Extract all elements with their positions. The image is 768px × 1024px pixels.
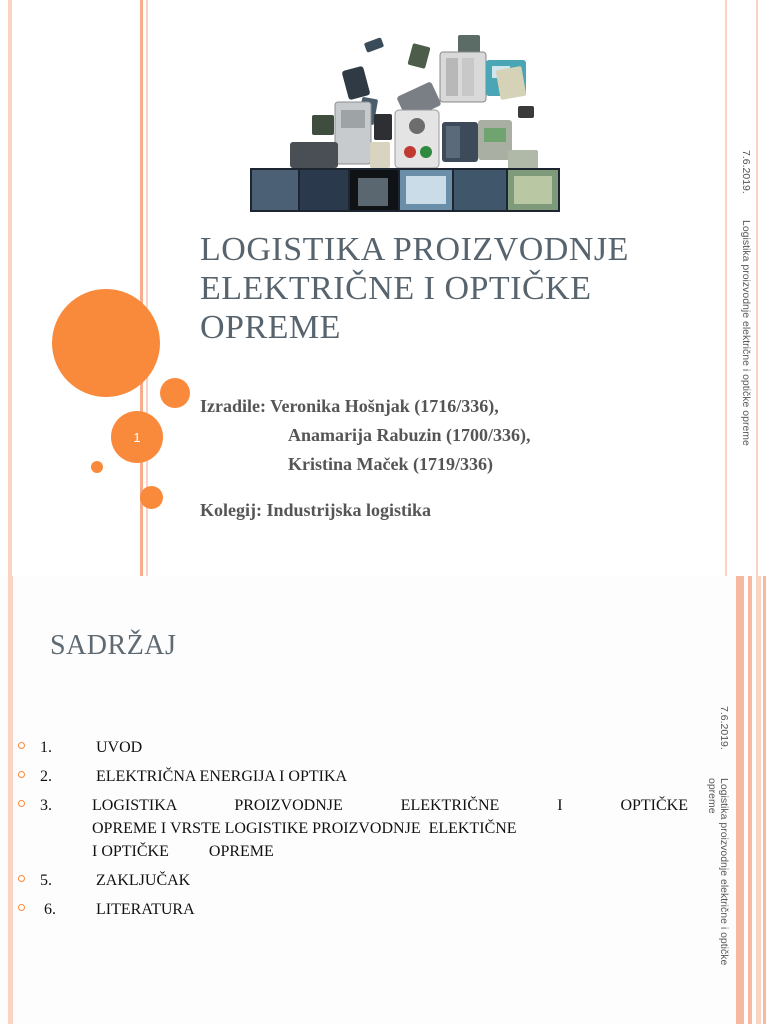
toc-number: 2.: [40, 768, 52, 785]
circle-bullet-icon: [18, 904, 25, 911]
side-subtitle: opreme: [706, 778, 718, 814]
toc-item: [18, 765, 688, 788]
circle-bullet-icon: [18, 742, 25, 749]
toc-text-line: OPREME I VRSTE LOGISTIKE PROIZVODNJE ELEKTIČNE: [92, 820, 517, 837]
decor-stripe: [725, 0, 727, 576]
contents-slide: [0, 576, 768, 1024]
decor-circle-small: [91, 461, 103, 473]
side-subtitle: Logistika proizvodnje električne i optičke opreme: [740, 220, 752, 446]
author-name: Kristina Maček (1719/336): [288, 454, 493, 474]
decor-circle-medium: [160, 378, 190, 408]
toc-text: LITERATURA: [96, 901, 195, 918]
circle-bullet-icon: [18, 771, 25, 778]
toc-text-line: LOGISTIKA PROIZVODNJE ELEKTRIČNE I OPTIČKE: [92, 797, 688, 814]
contents-title: SADRŽAJ: [50, 630, 177, 661]
toc-number: 3.: [40, 797, 52, 814]
presentation-title: [200, 230, 700, 347]
slide-number: 1: [133, 429, 141, 445]
toc-item: [18, 869, 688, 892]
toc-item: [18, 736, 688, 759]
decor-stripe: [756, 0, 758, 576]
slide-date: 7.6.2019.: [718, 706, 730, 750]
toc-text: UVOD: [96, 739, 143, 756]
decor-stripe: [756, 576, 761, 1024]
decor-circle-small: [140, 486, 163, 509]
electrical-equipment-collage-image: [250, 30, 560, 212]
decor-circle-large: [52, 289, 160, 397]
decor-stripe: [763, 576, 766, 1024]
title-line: LOGISTIKA PROIZVODNJE: [200, 231, 629, 268]
title-line: OPREME: [200, 309, 341, 346]
toc-text: ZAKLJUČAK: [96, 872, 191, 889]
toc-number: 5.: [40, 872, 52, 889]
decor-stripe: [736, 576, 744, 1024]
toc-item: [18, 794, 688, 863]
authors-block: [200, 392, 620, 479]
toc-number: 6.: [40, 901, 56, 918]
course-line: [200, 500, 431, 521]
decor-stripe: [8, 0, 12, 576]
title-line: ELEKTRIČNE I OPTIČKE: [200, 270, 592, 307]
toc-text: ELEKTRIČNA ENERGIJA I OPTIKA: [96, 768, 348, 785]
toc-item: [18, 898, 688, 921]
decor-stripe: [748, 576, 752, 1024]
side-subtitle: Logistika proizvodnje električne i optičke: [718, 778, 730, 966]
course-label: Kolegij:: [200, 500, 262, 520]
course-name: Industrijska logistika: [266, 500, 432, 520]
circle-bullet-icon: [18, 875, 25, 882]
author-name: Veronika Hošnjak (1716/336),: [270, 396, 499, 416]
slide-date: 7.6.2019.: [740, 150, 752, 194]
table-of-contents: [18, 736, 688, 927]
circle-bullet-icon: [18, 800, 25, 807]
authors-label: Izradile:: [200, 396, 266, 416]
decor-stripe: [8, 576, 13, 1024]
toc-number: 1.: [40, 739, 52, 756]
slide-number-badge: [111, 411, 163, 463]
toc-text-line: I OPTIČKE OPREME: [92, 843, 274, 860]
author-name: Anamarija Rabuzin (1700/336),: [288, 425, 531, 445]
